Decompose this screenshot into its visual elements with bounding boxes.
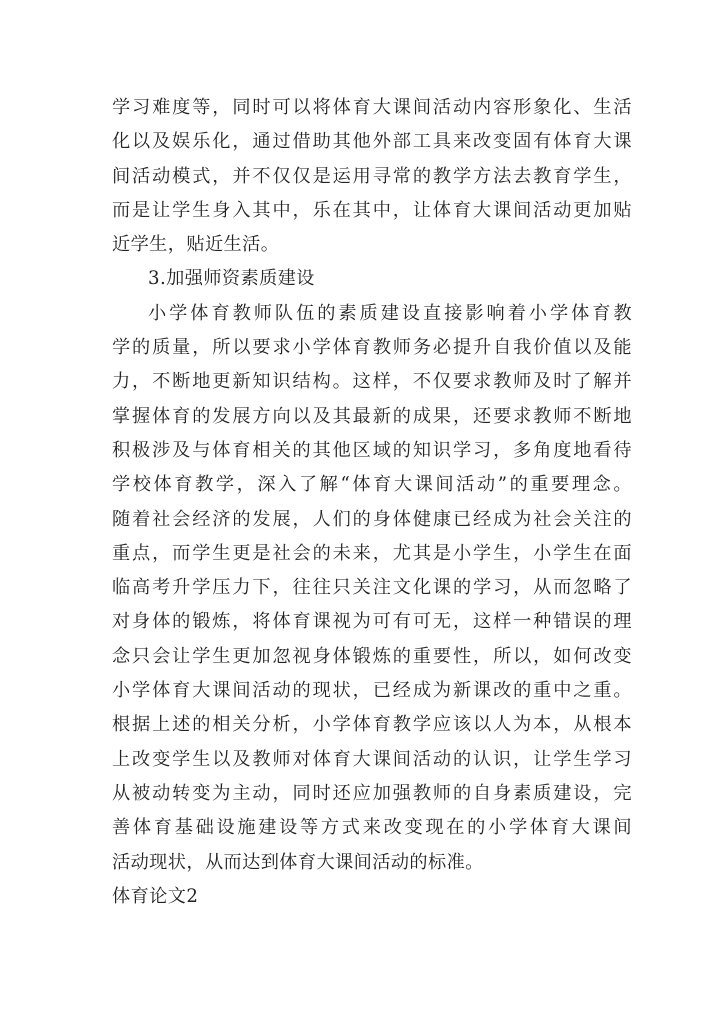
- text-line: 从被动转变为主动，同时还应加强教师的自身素质建设，完: [112, 782, 632, 804]
- body-text: [112, 91, 632, 914]
- next-heading: 体育论文2: [112, 885, 199, 907]
- text-line: 上改变学生以及教师对体育大课间活动的认识，让学生学习: [112, 748, 632, 770]
- text-line: 根据上述的相关分析，小学体育教学应该以人为本，从根本: [112, 714, 632, 736]
- text-line: 力，不断地更新知识结构。这样，不仅要求教师及时了解并: [112, 371, 632, 393]
- text-line: 小学体育大课间活动的现状，已经成为新课改的重中之重。: [112, 680, 632, 702]
- text-line: 学习难度等，同时可以将体育大课间活动内容形象化、生活: [112, 97, 632, 118]
- paragraph-first-line: 小学体育教师队伍的素质建设直接影响着小学体育教: [148, 302, 632, 324]
- text-line: 学的质量，所以要求小学体育教师务必提升自我价值以及能: [112, 337, 632, 359]
- text-line: 化以及娱乐化，通过借助其他外部工具来改变固有体育大课: [112, 131, 632, 153]
- text-line: 随着社会经济的发展，人们的身体健康已经成为社会关注的: [112, 508, 632, 530]
- text-line: 学校体育教学，深入了解“体育大课间活动”的重要理念。: [112, 474, 632, 496]
- text-line: 间活动模式，并不仅仅是运用寻常的教学方法去教育学生，: [112, 165, 632, 187]
- text-line: 念只会让学生更加忽视身体锻炼的重要性，所以，如何改变: [112, 645, 632, 667]
- text-line: 活动现状，从而达到体育大课间活动的标准。: [112, 851, 484, 873]
- section-heading: 3.加强师资素质建设: [148, 268, 315, 290]
- text-line: 对身体的锻炼，将体育课视为可有可无，这样一种错误的理: [112, 611, 632, 633]
- text-line: 善体育基础设施建设等方式来改变现在的小学体育大课间: [112, 817, 632, 839]
- text-line: 近学生，贴近生活。: [112, 234, 280, 256]
- text-line: 临高考升学压力下，往往只关注文化课的学习，从而忽略了: [112, 577, 632, 599]
- text-line: 重点，而学生更是社会的未来，尤其是小学生，小学生在面: [112, 542, 632, 564]
- text-line: 积极涉及与体育相关的其他区域的知识学习，多角度地看待: [112, 439, 632, 461]
- text-line: 而是让学生身入其中，乐在其中，让体育大课间活动更加贴: [112, 199, 632, 221]
- text-line: 掌握体育的发展方向以及其最新的成果，还要求教师不断地: [112, 405, 632, 427]
